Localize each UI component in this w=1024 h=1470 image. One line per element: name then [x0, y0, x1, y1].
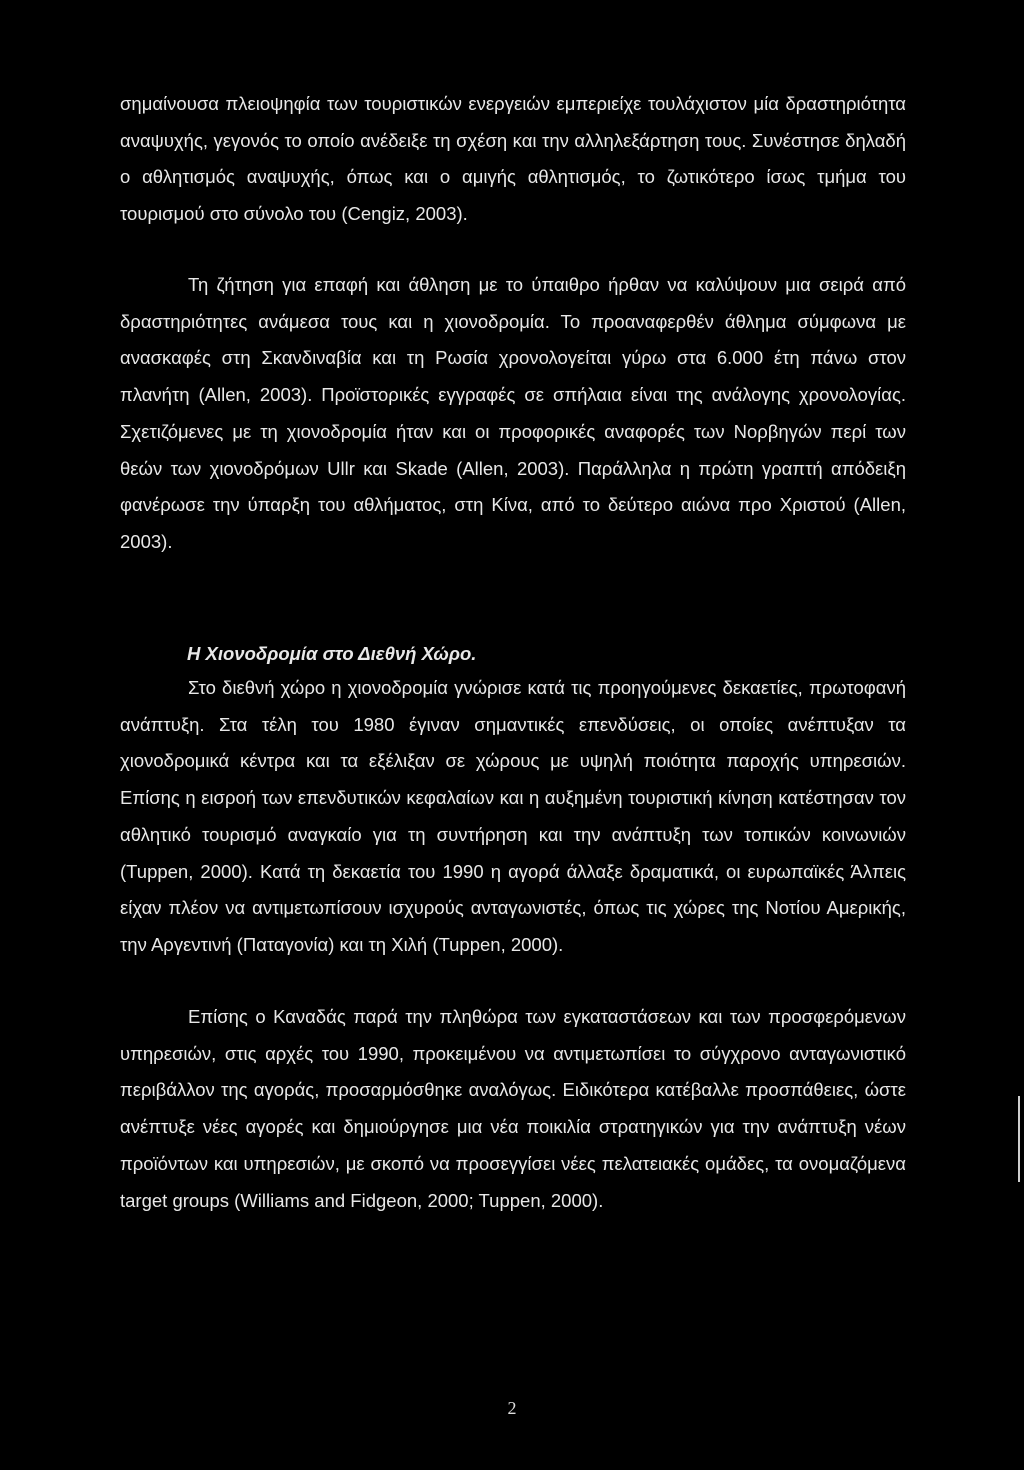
paragraph-block-2	[120, 267, 906, 561]
paragraph-3: Στο διεθνή χώρο η χιονοδρομία γνώρισε κατά τις προηγούμενες δεκαετίες, πρωτοφανή ανάπτυξη. Στα τέλη του 1980 έγιναν σημαντικές επενδύσεις, οι οποίες ανέπτυξαν τα χιονοδρομικά κέντρα και τα εξέλιξαν σε χώρους με υψηλή ποιότητα παροχής υπηρεσιών. Επίσης η εισροή των επενδυτικών κεφαλαίων και η αυξημένη τουριστική κίνηση κατέστησαν τον αθλητικό τουρισμό αναγκαίο για τη συντήρηση και την ανάπτυξη των τοπικών κοινωνιών (Tuppen, 2000). Κατά τη δεκαετία του 1990 η αγορά άλλαξε δραματικά, οι ευρωπαϊκές Άλπεις είχαν πλέον να αντιμετωπίσουν ισχυρούς ανταγωνιστές, όπως τις χώρες της Νοτίου Αμερικής, την Αργεντινή (Παταγονία) και τη Χιλή (Tuppen, 2000).	[120, 677, 906, 955]
scan-edge-mark	[1018, 1096, 1020, 1182]
section-heading: Η Χιονοδρομία στο Διεθνή Χώρο.	[187, 643, 477, 664]
paragraph-block-4	[120, 999, 906, 1219]
paragraph-4: Επίσης ο Καναδάς παρά την πληθώρα των εγκαταστάσεων και των προσφερόμενων υπηρεσιών, στις αρχές του 1990, προκειμένου να αντιμετωπίσει το σύγχρονο ανταγωνιστικό περιβάλλον της αγοράς, προσαρμόσθηκε αναλόγως. Ειδικότερα κατέβαλλε προσπάθειες, ώστε ανέπτυξε νέες αγορές και δημιούργησε μια νέα ποικιλία στρατηγικών για την ανάπτυξη νέων προϊόντων και υπηρεσιών, με σκοπό να προσεγγίσει νέες πελατειακές ομάδες, τα ονομαζόμενα target groups (Williams and Fidgeon, 2000; Tuppen, 2000).	[120, 1006, 906, 1211]
paragraph-block-3	[120, 670, 906, 964]
paragraph-1: σημαίνουσα πλειοψηφία των τουριστικών ενεργειών εμπεριείχε τουλάχιστον μία δραστηριότητα αναψυχής, γεγονός το οποίο ανέδειξε τη σχέση και την αλληλεξάρτηση τους. Συνέστησε δηλαδή ο αθλητισμός αναψυχής, όπως και ο αμιγής αθλητισμός, το ζωτικότερο ίσως τμήμα του τουρισμού στο σύνολο του (Cengiz, 2003).	[120, 93, 906, 225]
page-number: 2	[507, 1398, 517, 1418]
paragraph-2: Τη ζήτηση για επαφή και άθληση με το ύπαιθρο ήρθαν να καλύψουν μια σειρά από δραστηριότητες ανάμεσα τους και η χιονοδρομία. Το προαναφερθέν άθλημα σύμφωνα με ανασκαφές στη Σκανδιναβία και τη Ρωσία χρονολογείται γύρω στα 6.000 έτη πάνω στον πλανήτη (Allen, 2003). Προϊστορικές εγγραφές σε σπήλαια είναι της ανάλογης χρονολογίας. Σχετιζόμενες με τη χιονοδρομία ήταν και οι προφορικές αναφορές των Νορβηγών περί των θεών των χιονοδρόμων Ullr και Skade (Allen, 2003). Παράλληλα η πρώτη γραπτή απόδειξη φανέρωσε την ύπαρξη του αθλήματος, στη Κίνα, από το δεύτερο αιώνα προ Χριστού (Allen, 2003).	[120, 274, 906, 552]
paragraph-block-1	[120, 86, 906, 233]
